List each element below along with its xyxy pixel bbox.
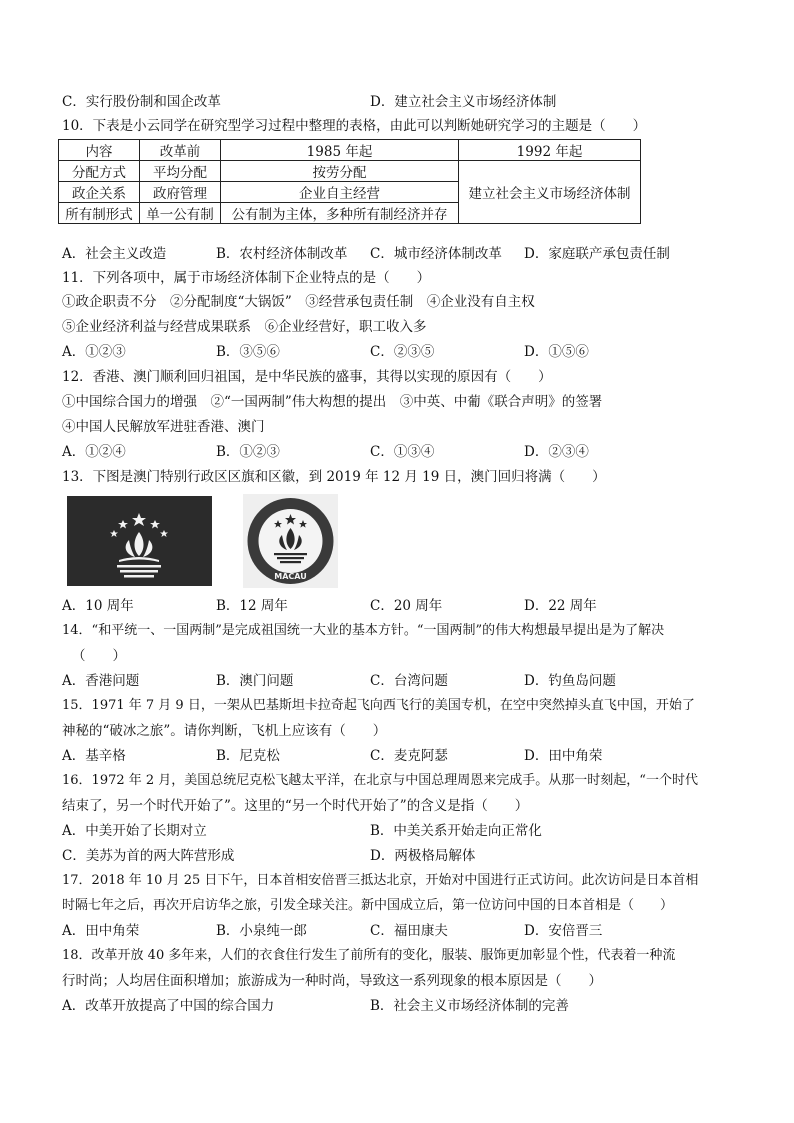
q15-stem-2: 神秘的“破冰之旅”。请你判断，飞机上应该有（ ） [62, 723, 387, 739]
q12-option-c: C．①③④ [370, 444, 435, 460]
q13-option-c: C．20 周年 [370, 598, 443, 614]
q12-statements-1: ①中国综合国力的增强 ②“一国两制”伟大构想的提出 ③中英、中葡《联合声明》的签署 [62, 394, 603, 410]
macau-flag-image [67, 496, 212, 586]
table-header-cell: 1992 年起 [459, 140, 641, 161]
q9-option-d: D．建立社会主义市场经济体制 [370, 94, 557, 110]
q14-option-b: B．澳门问题 [216, 673, 294, 689]
q16-option-d: D．两极格局解体 [370, 848, 476, 864]
table-cell: 平均分配 [140, 161, 221, 182]
q10-table [58, 139, 641, 224]
q15-option-b: B．尼克松 [216, 748, 280, 764]
q14-option-c: C．台湾问题 [370, 673, 448, 689]
q15-option-c: C．麦克阿瑟 [370, 748, 448, 764]
table-cell: 所有制形式 [59, 203, 140, 224]
q11-option-d: D．①⑤⑥ [524, 344, 589, 360]
q14-stem-2: （ ） [72, 648, 126, 664]
table-merged-cell: 建立社会主义市场经济体制 [459, 161, 641, 224]
q16-option-c: C．美苏为首的两大阵营形成 [62, 848, 235, 864]
table-header-row [59, 140, 641, 161]
q13-option-b: B．12 周年 [216, 598, 288, 614]
q10-stem: 10．下表是小云同学在研究型学习过程中整理的表格，由此可以判断她研究学习的主题是（ ） [62, 118, 647, 134]
table-cell: 公有制为主体，多种所有制经济并存 [221, 203, 459, 224]
q14-option-a: A．香港问题 [62, 673, 140, 689]
q16-option-b: B．中美关系开始走向正常化 [370, 823, 542, 839]
q13-option-d: D．22 周年 [524, 598, 597, 614]
q17-stem-1: 17．2018 年 10 月 25 日下午，日本首相安倍晋三抵达北京，开始对中国进行正式访问。此次访问是日本首相 [62, 873, 699, 888]
q11-option-c: C．②③⑤ [370, 344, 435, 360]
q11-option-b: B．③⑤⑥ [216, 344, 280, 360]
lotus-flag-icon [67, 496, 212, 586]
q16-stem-2: 结束了，另一个时代开始了”。这里的“另一个时代开始了”的含义是指（ ） [62, 798, 529, 814]
q16-option-a: A．中美开始了长期对立 [62, 823, 207, 839]
table-cell: 政企关系 [59, 182, 140, 203]
q10-option-c: C．城市经济体制改革 [370, 246, 502, 262]
q10-option-a: A．社会主义改造 [62, 246, 167, 262]
q17-option-b: B．小泉纯一郎 [216, 923, 307, 939]
q12-option-d: D．②③④ [524, 444, 589, 460]
q15-option-a: A．基辛格 [62, 748, 126, 764]
q17-option-a: A．田中角荣 [62, 923, 140, 939]
q11-statements-2: ⑤企业经济利益与经营成果联系 ⑥企业经营好，职工收入多 [62, 319, 427, 335]
q12-option-b: B．①②③ [216, 444, 280, 460]
q13-stem: 13．下图是澳门特别行政区区旗和区徽，到 2019 年 12 月 19 日，澳门回归将满（ ） [62, 469, 606, 485]
q18-option-a: A．改革开放提高了中国的综合国力 [62, 998, 275, 1014]
macau-emblem-image [243, 494, 338, 588]
q11-stem: 11．下列各项中，属于市场经济体制下企业特点的是（ ） [62, 270, 431, 286]
table-header-cell: 1985 年起 [221, 140, 459, 161]
q18-stem-2: 行时尚；人均居住面积增加；旅游成为一种时尚，导致这一系列现象的根本原因是（ ） [62, 973, 602, 989]
q12-option-a: A．①②④ [62, 444, 126, 460]
table-cell: 单一公有制 [140, 203, 221, 224]
q9-option-c: C．实行股份制和国企改革 [62, 94, 221, 110]
q18-stem-1: 18．改革开放 40 多年来，人们的衣食住行发生了前所有的变化，服装、服饰更加彰显个性，代表着一种流 [62, 948, 676, 963]
table-cell: 企业自主经营 [221, 182, 459, 203]
q13-option-a: A．10 周年 [62, 598, 134, 614]
table-header-cell: 改革前 [140, 140, 221, 161]
q17-option-d: D．安倍晋三 [524, 923, 603, 939]
table-header-cell: 内容 [59, 140, 140, 161]
q10-option-d: D．家庭联产承包责任制 [524, 246, 670, 262]
q10-option-b: B．农村经济体制改革 [216, 246, 348, 262]
q14-option-d: D．钓鱼岛问题 [524, 673, 616, 689]
q12-stem: 12．香港、澳门顺利回归祖国，是中华民族的盛事，其得以实现的原因有（ ） [62, 369, 552, 385]
q17-stem-2: 时隔七年之后，再次开启访华之旅，引发全球关注。新中国成立后，第一位访问中国的日本首相是（ ） [62, 898, 674, 913]
q11-option-a: A．①②③ [62, 344, 126, 360]
table-cell: 按劳分配 [221, 161, 459, 182]
q12-statements-2: ④中国人民解放军进驻香港、澳门 [62, 419, 265, 435]
q17-option-c: C．福田康夫 [370, 923, 448, 939]
q18-option-b: B．社会主义市场经济体制的完善 [370, 998, 569, 1014]
q15-stem-1: 15．1971 年 7 月 9 日，一架从巴基斯坦卡拉奇起飞向西飞行的美国专机，在空中突然掉头直飞中国，开始了 [62, 698, 695, 713]
table-row [59, 161, 641, 182]
table-cell: 分配方式 [59, 161, 140, 182]
q15-option-d: D．田中角荣 [524, 748, 603, 764]
table-cell: 政府管理 [140, 182, 221, 203]
macau-emblem-icon [243, 494, 338, 588]
q11-statements-1: ①政企职责不分 ②分配制度“大锅饭” ③经营承包责任制 ④企业没有自主权 [62, 294, 535, 310]
q14-stem-1: 14．“和平统一、一国两制”是完成祖国统一大业的基本方针。“一国两制”的伟大构想最早提出是为了解决 [62, 623, 665, 638]
q16-stem-1: 16．1972 年 2 月，美国总统尼克松飞越太平洋，在北京与中国总理周恩来完成手。从那一时刻起，“一个时代 [62, 773, 698, 788]
emblem-text: MACAU [274, 572, 307, 581]
